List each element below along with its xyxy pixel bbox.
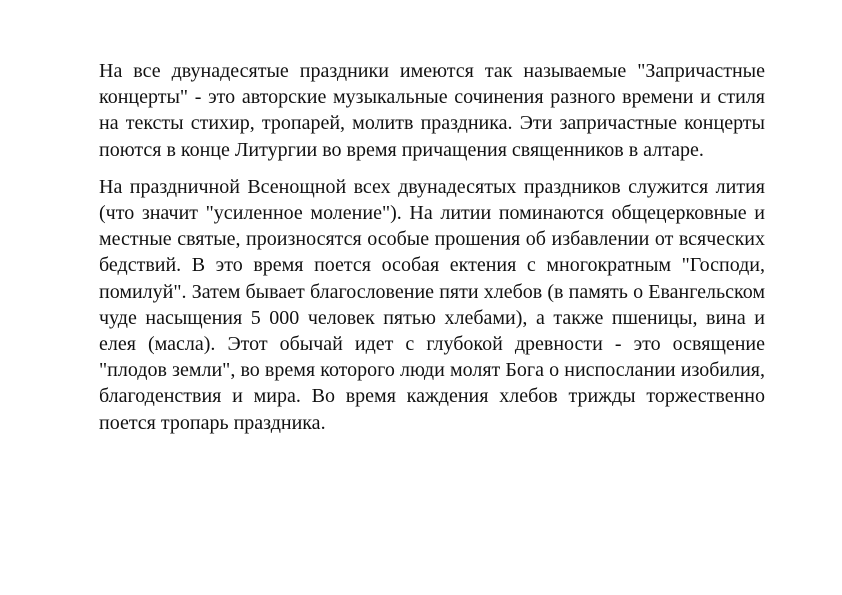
document-page <box>99 58 765 436</box>
paragraph-zaprichastnye-koncerty: На все двунадесятые праздники имеются так называемые "Запричастные концерты" - это авторские музыкальные сочинения разного времени и стиля на тексты стихир, тропарей, молитв праздника. Эти запричастные концерты поются в конце Литургии во время причащения священников в алтаре. <box>99 60 765 161</box>
paragraph-litiya: На праздничной Всенощной всех двунадесятых праздников служится лития (что значит "усиленное моление"). На литии поминаются общецерковные и местные святые, произносятся особые прошения об избавлении от всяческих бедствий. В это время поется особая ектения с многократным "Господи, помилуй". Затем бывает благословение пяти хлебов (в память о Евангельском чуде насыщения 5 000 человек пятью хлебами), а также пшеницы, вина и елея (масла). Этот обычай идет с глубокой древности - это освящение "плодов земли", во время которого люди молят Бога о ниспослании изобилия, благоденствия и мира. Во время каждения хлебов трижды торжественно поется тропарь праздника. <box>99 175 765 434</box>
